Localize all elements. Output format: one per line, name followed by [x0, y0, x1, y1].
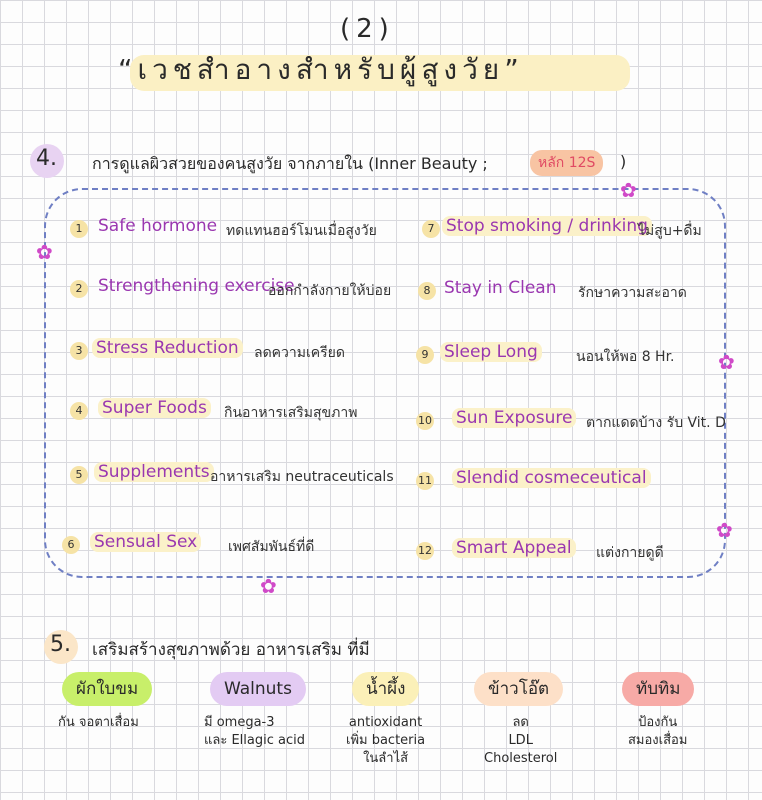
item-description: ลดความเครียด: [254, 345, 345, 361]
food-desc-honey: [346, 714, 425, 768]
item-number: 8: [418, 282, 436, 300]
item-term: Smart Appeal: [452, 538, 576, 558]
item-term: Sun Exposure: [452, 408, 576, 428]
item-number: 11: [416, 472, 434, 490]
food-desc-line: Cholesterol: [484, 751, 558, 766]
item-description: ตากแดดบ้าง รับ Vit. D: [586, 415, 726, 431]
item-term: Super Foods: [98, 398, 211, 418]
food-desc-line: ป้องกัน: [638, 715, 678, 730]
item-number: 6: [62, 536, 80, 554]
section-4-close-paren: ): [620, 152, 627, 171]
item-number: 2: [70, 280, 88, 298]
item-description: ออกกำลังกายให้บ่อย: [268, 283, 392, 299]
food-desc-oats: [484, 714, 557, 768]
item-term: Stop smoking / drinking: [442, 216, 652, 236]
page-title: “เวชสำอางสำหรับผู้สูงวัย”: [118, 53, 524, 86]
food-desc-bitter-greens: [58, 714, 139, 732]
flower-icon: ✿: [620, 178, 637, 202]
item-description: กินอาหารเสริมสุขภาพ: [224, 405, 358, 421]
food-desc-line: มี omega-3: [204, 715, 275, 730]
item-description: นอนให้พอ 8 Hr.: [576, 349, 675, 365]
section-5-heading: เสริมสร้างสุขภาพด้วย อาหารเสริม ที่มี: [92, 640, 370, 660]
food-desc-line: และ Ellagic acid: [204, 733, 305, 748]
item-number: 1: [70, 220, 88, 238]
food-desc-line: กัน จอตาเสื่อม: [58, 715, 139, 730]
food-desc-line: เพิ่ม bacteria: [346, 733, 426, 748]
flower-icon: ✿: [718, 350, 735, 374]
item-description: ไม่สูบ+ดื่ม: [638, 223, 702, 239]
food-desc-line: ในลำไส้: [363, 751, 409, 766]
item-description: เพศสัมพันธ์ที่ดี: [228, 539, 315, 555]
item-term: Stress Reduction: [92, 338, 243, 358]
item-description: รักษาความสะอาด: [578, 285, 687, 301]
item-term: Safe hormone: [98, 216, 218, 236]
item-description: แต่งกายดูดี: [596, 545, 664, 561]
section-5-number: 5.: [50, 632, 71, 657]
food-desc-line: สมองเสื่อม: [628, 733, 688, 748]
food-desc-walnuts: [204, 714, 305, 750]
item-number: 7: [422, 220, 440, 238]
food-pill-honey: น้ำผึ้ง: [352, 672, 419, 706]
principle-badge: หลัก 12S: [530, 150, 603, 176]
section-4-heading: การดูแลผิวสวยของคนสูงวัย จากภายใน (Inner Beauty ;: [92, 154, 488, 173]
item-number: 9: [416, 346, 434, 364]
page-number: (2): [340, 14, 395, 44]
item-term: Sensual Sex: [90, 532, 201, 552]
item-term: Stay in Clean: [444, 278, 557, 298]
food-pill-pomegranate: ทับทิม: [622, 672, 694, 706]
flower-icon: ✿: [36, 240, 53, 264]
food-desc-pomegranate: [628, 714, 687, 750]
food-pill-walnuts: Walnuts: [210, 672, 306, 706]
item-term: Sleep Long: [440, 342, 542, 362]
food-desc-line: ลด: [512, 715, 529, 730]
food-desc-line: antioxidant: [348, 715, 423, 730]
item-number: 5: [70, 466, 88, 484]
food-pill-bitter-greens: ผักใบขม: [62, 672, 152, 706]
item-description: ทดแทนฮอร์โมนเมื่อสูงวัย: [226, 223, 377, 239]
item-term: Strengthening exercise: [98, 276, 295, 296]
item-number: 3: [70, 342, 88, 360]
section-4-number: 4.: [36, 146, 57, 171]
item-number: 4: [70, 402, 88, 420]
flower-icon: ✿: [260, 574, 277, 598]
flower-icon: ✿: [716, 518, 733, 542]
food-pill-oats: ข้าวโอ๊ต: [474, 672, 563, 706]
item-term: Supplements: [94, 462, 214, 482]
food-desc-line: LDL: [508, 733, 533, 748]
item-number: 10: [416, 412, 434, 430]
item-number: 12: [416, 542, 434, 560]
item-term: Slendid cosmeceutical: [452, 468, 651, 488]
twelve-s-frame: [44, 188, 726, 578]
item-description: อาหารเสริม neutraceuticals: [210, 469, 394, 485]
